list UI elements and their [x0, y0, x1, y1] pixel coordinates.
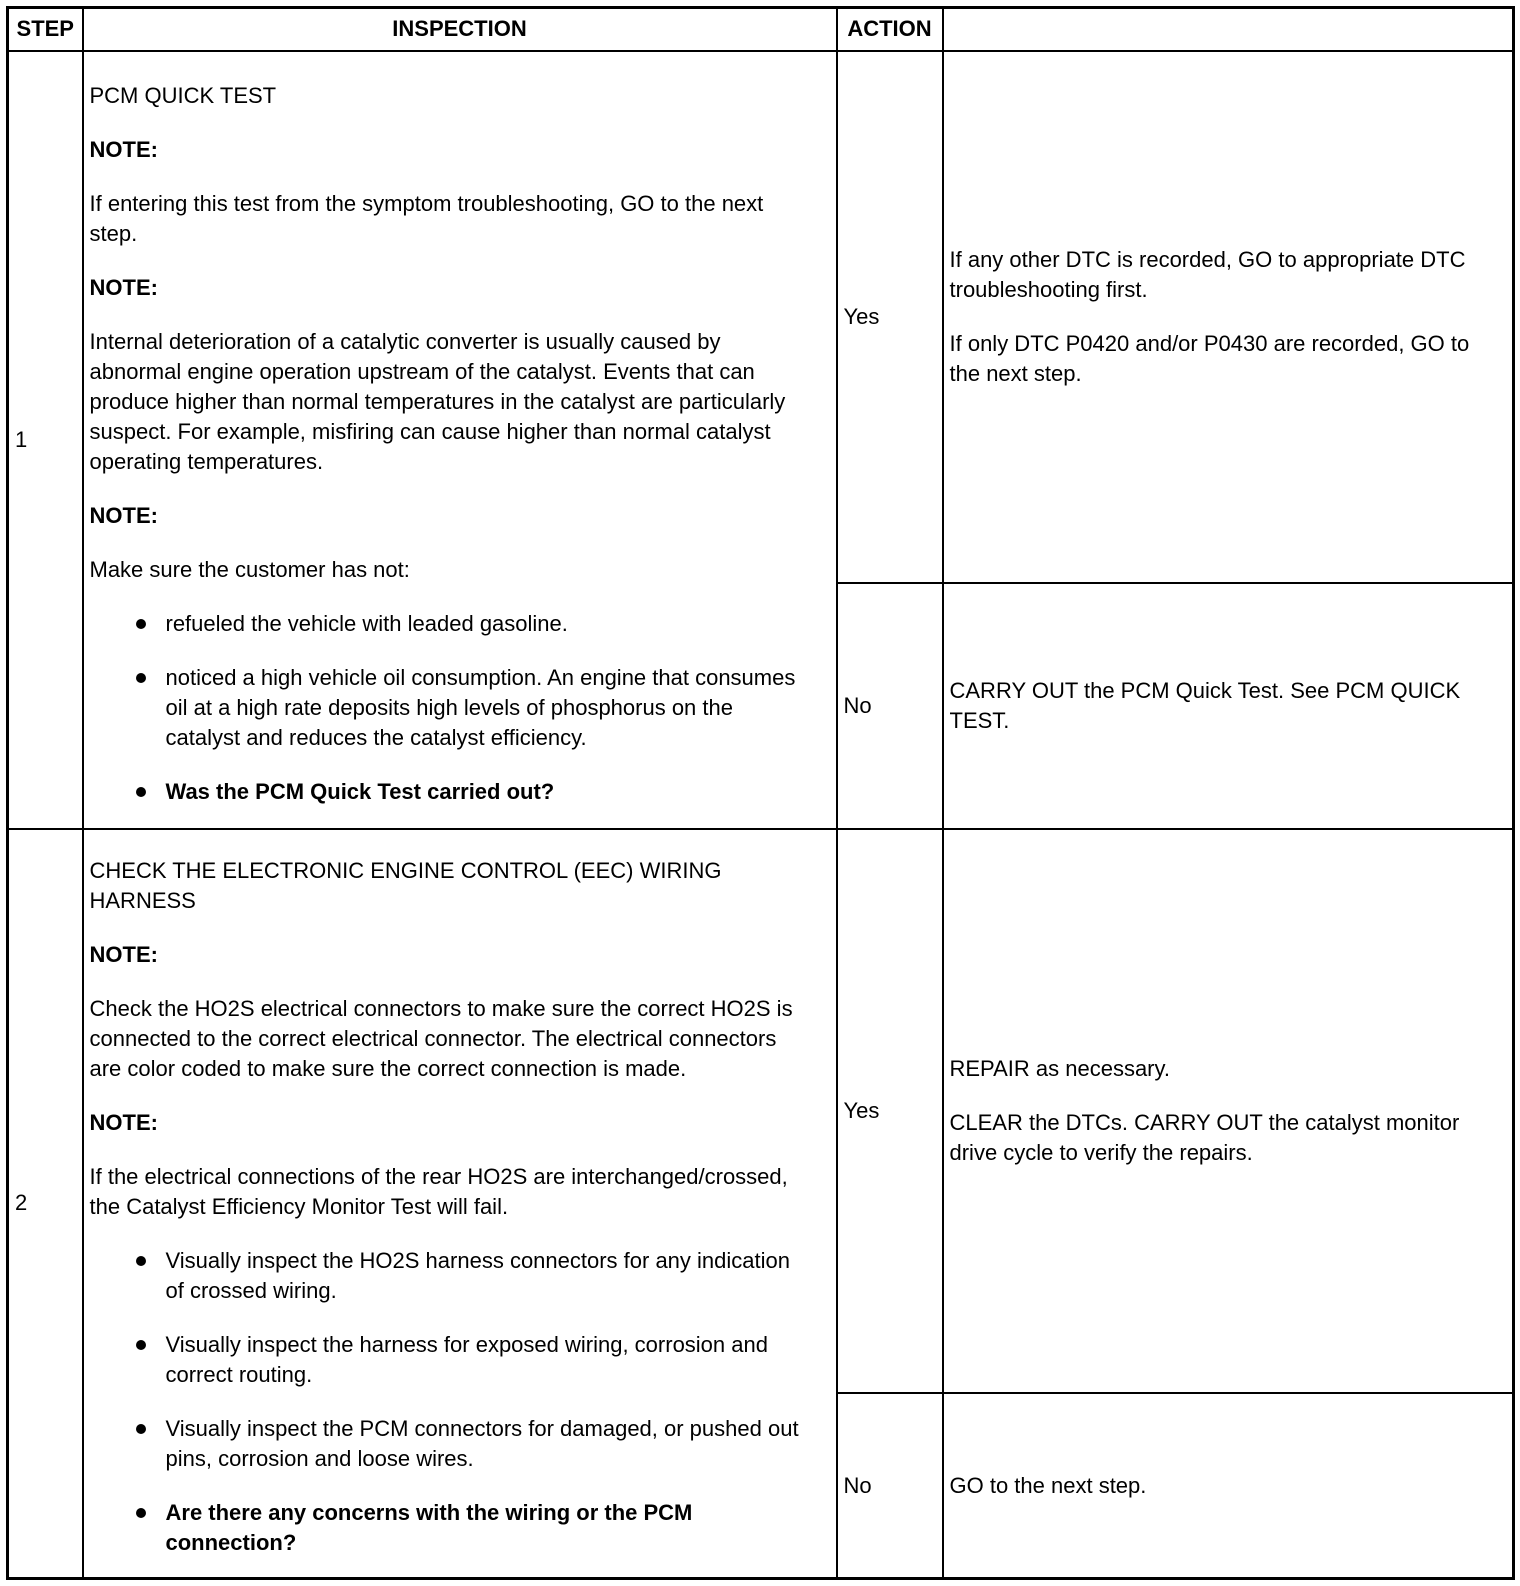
step-1-yes-action-2: If only DTC P0420 and/or P0430 are recorded, GO to the next step. [949, 330, 1470, 386]
step-1-yes-action-1: If any other DTC is recorded, GO to appropriate DTC troubleshooting first. [949, 246, 1466, 302]
step-2-yes-action [943, 829, 1514, 1394]
step-1-note-1-text: If entering this test from the symptom troubleshooting, GO to the next step. [89, 190, 764, 246]
step-2-bullet-1: Visually inspect the HO2S harness connectors for any indication of crossed wiring. [136, 1246, 814, 1306]
step-1-yes-label: Yes [837, 51, 943, 583]
step-2-yes-action-2: CLEAR the DTCs. CARRY OUT the catalyst monitor drive cycle to verify the repairs. [949, 1109, 1460, 1165]
step-2-yes-row [8, 829, 1514, 1394]
step-1-number: 1 [8, 51, 83, 829]
step-2-bullet-3: Visually inspect the PCM connectors for damaged, or pushed out pins, corrosion and loose wires. [136, 1414, 814, 1474]
step-1-bullet-list [90, 609, 814, 807]
step-2-inspection [83, 829, 837, 1579]
step-1-note-3-text: Make sure the customer has not: [89, 556, 410, 582]
header-result [943, 8, 1514, 51]
step-2-bullet-list [90, 1246, 814, 1558]
step-1-no-action [943, 583, 1514, 829]
step-2-number: 2 [8, 829, 83, 1579]
step-2-bullet-2: Visually inspect the harness for exposed wiring, corrosion and correct routing. [136, 1330, 814, 1390]
step-2-yes-label: Yes [837, 829, 943, 1394]
step-1-bullet-1: refueled the vehicle with leaded gasoline. [136, 609, 814, 639]
step-2-question: Are there any concerns with the wiring or the PCM connection? [136, 1498, 814, 1558]
header-inspection: INSPECTION [83, 8, 837, 51]
header-step: STEP [8, 8, 83, 51]
step-2-title: CHECK THE ELECTRONIC ENGINE CONTROL (EEC) WIRING HARNESS [89, 858, 722, 914]
step-2-no-action-1: GO to the next step. [949, 1472, 1147, 1498]
step-1-note-2-label: NOTE: [89, 274, 158, 300]
step-1-note-1-label: NOTE: [89, 136, 158, 162]
step-2-note-1-label: NOTE: [89, 942, 158, 968]
step-1-note-2-text: Internal deterioration of a catalytic converter is usually caused by abnormal engine operation upstream of the catalyst. Events that can produce higher than normal temperatures in the catalyst are particularly suspect. For example, misfiring can cause higher than normal catalyst operating temperatures. [89, 328, 786, 474]
step-2-note-1-text: Check the HO2S electrical connectors to make sure the correct HO2S is connected to the correct electrical connector. The electrical connectors are color coded to make sure the correct connection is made. [89, 996, 793, 1082]
step-2-note-2-text: If the electrical connections of the rear HO2S are interchanged/crossed, the Catalyst Efficiency Monitor Test will fail. [89, 1164, 788, 1220]
step-1-question: Was the PCM Quick Test carried out? [136, 777, 814, 807]
step-1-yes-action [943, 51, 1514, 583]
step-2-no-action [943, 1393, 1514, 1578]
header-row [8, 8, 1514, 51]
header-action: ACTION [837, 8, 943, 51]
step-2-note-2-label: NOTE: [89, 1110, 158, 1136]
step-1-title: PCM QUICK TEST [89, 82, 277, 108]
step-1-no-label: No [837, 583, 943, 829]
step-2-yes-action-1: REPAIR as necessary. [949, 1055, 1170, 1081]
step-1-yes-row [8, 51, 1514, 583]
step-1-bullet-2: noticed a high vehicle oil consumption. An engine that consumes oil at a high rate deposits high levels of phosphorus on the catalyst and reduces the catalyst efficiency. [136, 663, 814, 753]
step-1-inspection [83, 51, 837, 829]
step-1-note-3-label: NOTE: [89, 502, 158, 528]
step-1-no-action-1: CARRY OUT the PCM Quick Test. See PCM QUICK TEST. [949, 677, 1461, 733]
diagnostic-table [6, 6, 1515, 1580]
step-2-no-label: No [837, 1393, 943, 1578]
